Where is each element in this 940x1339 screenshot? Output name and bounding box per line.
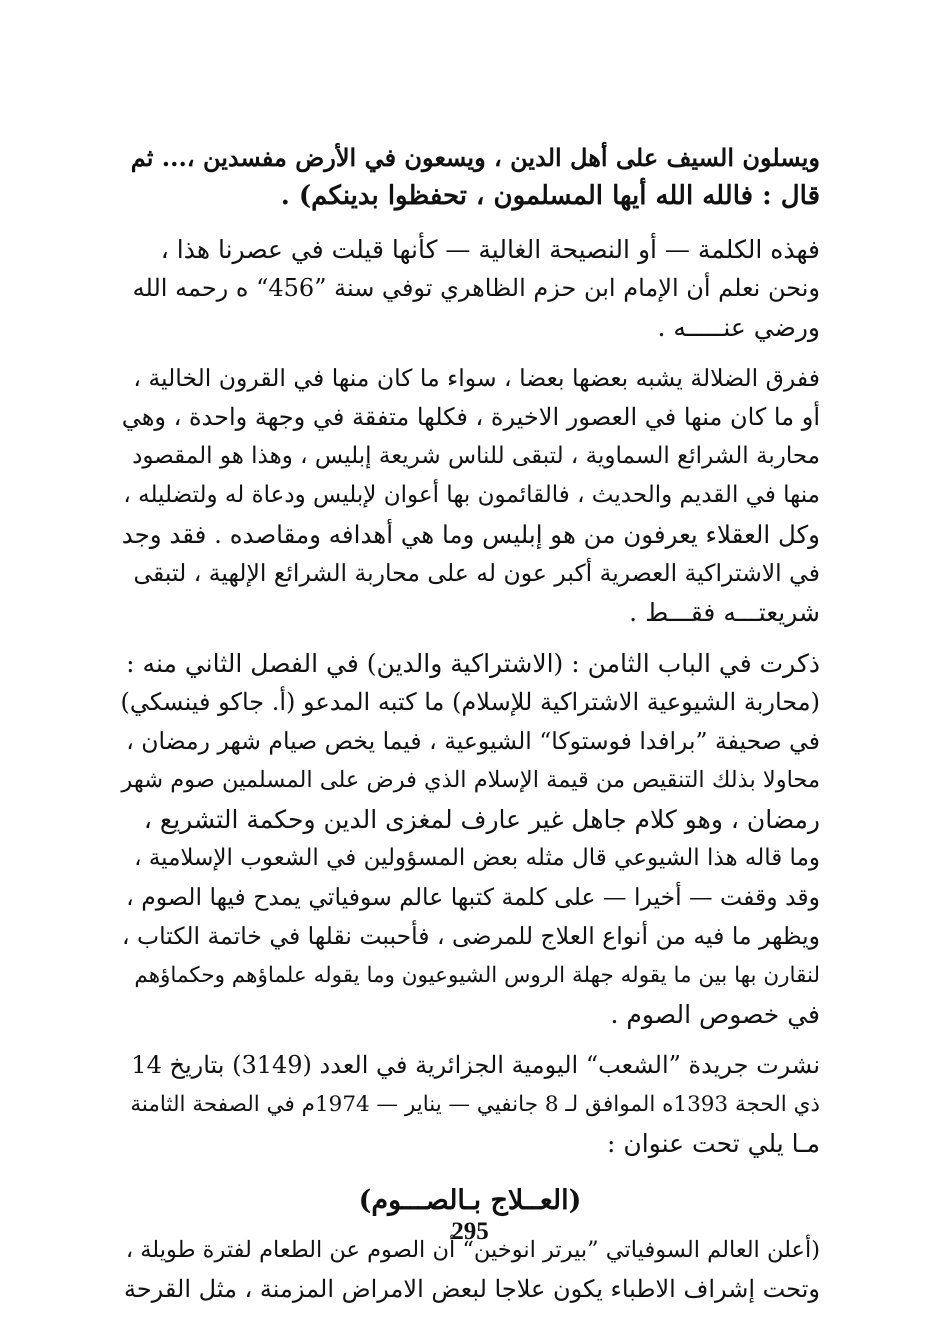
text-line: منها في القديم والحديث ، فالقائمون بها أعوان لإبليس ودعاة له ولتضليله ، [123,482,820,508]
text-line: في خصوص الصوم . [610,1000,820,1029]
text-line: ورضي عنـــــه . [657,313,820,342]
page-number: 295 [451,1218,489,1245]
text-line: (أعلن العالم السوفياتي ”بيرتر انوخين“ أن الصوم عن الطعام لفترة طويلة ، [125,1237,820,1263]
text-line: مـا يلي تحت عنوان : [607,1129,820,1158]
text-line: قال : فالله الله أيها المسلمون ، تحفظوا بدينكم) . [280,181,820,211]
text-line: محاربة الشرائع السماوية ، لتبقى للناس شريعة إبليس ، وهذا هو المقصود [132,443,820,469]
text-line: وقد وقفت — أخيرا — على كلمة كتبها عالم سوفياتي يمدح فيها الصوم ، [126,883,820,911]
text-line: في صحيفة ”برافدا فوستوكا“ الشيوعية ، فيما يخص صيام شهر رمضان ، [126,727,820,755]
text-line: ويظهر ما فيه من أنواع العلاج للمرضى ، فأحببت نقلها في خاتمة الكتاب ، [121,922,820,950]
text-line: وكل العقلاء يعرفون من هو إبليس وما هي أهدافه ومقاصده . فقد وجد [121,520,820,549]
paragraph-1 [120,230,820,347]
text-line: ونحن نعلم أن الإمام ابن حزم الظاهري توفي سنة ”456“ ه رحمه الله [132,274,820,302]
text-line: فهذه الكلمة — أو النصيحة الغالية — كأنها قيلت في عصرنا هذا ، [160,235,820,264]
section-heading: (العــلاج بـالصـــوم) [358,1185,582,1216]
text-line: ويسلون السيف على أهل الدين ، ويسعون في الأرض مفسدين ،... ثم [130,143,820,172]
text-line: شريعتـــه فقـــط . [629,598,820,627]
text-line: وما قاله هذا الشيوعي قال مثله بعض المسؤولين في الشعوب الإسلامية ، [134,845,820,871]
text-line: رمضان ، وهو كلام جاهل غير عارف لمغزى الدين وحكمة التشريع ، [143,805,820,834]
page-body [120,138,820,1309]
text-line: لنقارن بها بين ما يقوله جهلة الروس الشيوعيون وما يقوله علماؤهم وحكماؤهم [134,963,820,988]
intro-paragraph [120,138,820,216]
text-line: في الاشتراكية العصرية أكبر عون له على محاربة الشرائع الإلهية ، لتبقى [133,559,820,587]
text-line: نشرت جريدة ”الشعب“ اليومية الجزائرية في العدد (3149) بتاريخ 14 [131,1051,820,1079]
text-line: محاولا بذلك التنقيص من قيمة الإسلام الذي فرض على المسلمين صوم شهر [121,767,820,793]
paragraph-2 [120,359,820,632]
text-line: ففرق الضلالة يشبه بعضها بعضا ، سواء ما كان منها في القرون الخالية ، [133,364,820,392]
text-line: (محاربة الشيوعية الاشتراكية للإسلام) ما كتبه المدعو (أ. جاكو فينسكي) [120,688,820,716]
text-line: ذي الحجة 1393ه الموافق لـ 8 جانفيي — يناير — 1974م في الصفحة الثامنة [130,1092,820,1117]
text-line: أو ما كان منها في العصور الاخيرة ، فكلها متفقة في وجهة واحدة ، وهي [121,403,820,431]
text-line: وتحت إشراف الاطباء يكون علاجا لبعض الامراض المزمنة ، مثل القرحة [123,1275,820,1303]
text-line: ذكرت في الباب الثامن : (الاشتراكية والدين) في الفصل الثاني منه : [126,649,820,678]
paragraph-3 [120,644,820,1034]
paragraph-4 [120,1046,820,1163]
